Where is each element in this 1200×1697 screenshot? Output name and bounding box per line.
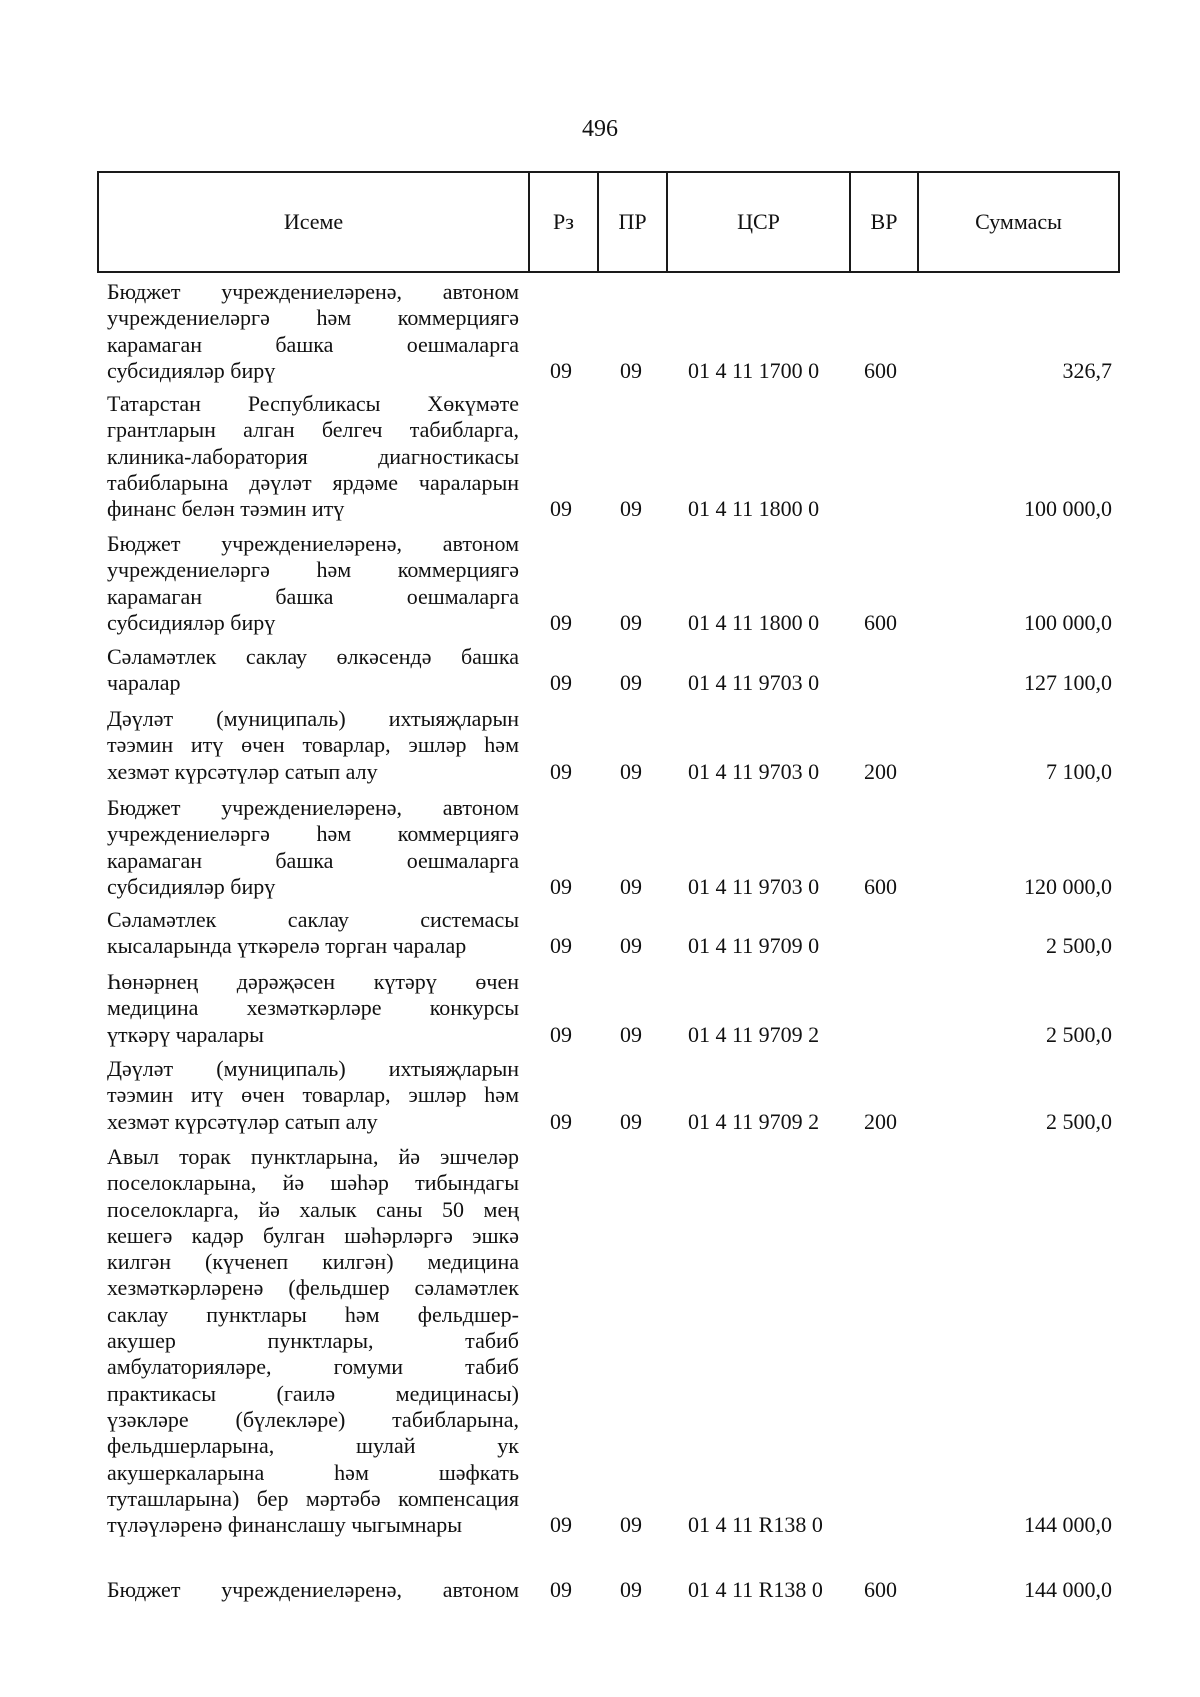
header-sum: Суммасы xyxy=(917,173,1118,271)
row-csr: 01 4 11 9709 2 xyxy=(688,1108,820,1134)
row-name xyxy=(107,531,519,636)
row-name xyxy=(107,1577,519,1603)
row-name-line: финанс белән тәэмин итү xyxy=(107,496,345,522)
row-vr: 600 xyxy=(864,1577,897,1602)
row-name xyxy=(107,907,519,960)
row-rz: 09 xyxy=(550,758,572,784)
row-name-line: килгән (күченеп килгән) медицина xyxy=(107,1249,519,1275)
row-name-line: субсидияләр бирү xyxy=(107,873,276,899)
row-sum: 2 500,0 xyxy=(1046,1108,1112,1134)
row-name-line: учреждениеләргә һәм коммерциягә xyxy=(107,557,519,583)
row-name-line: амбулаторияләре, гомуми табиб xyxy=(107,1354,519,1380)
row-csr: 01 4 11 9709 0 xyxy=(688,933,820,959)
row-name-line: табибларына дәүләт ярдәме чараларын xyxy=(107,469,519,495)
row-pr: 09 xyxy=(620,1021,642,1047)
row-name-line: Бюджет учреждениеләренә, автоном xyxy=(107,1577,519,1602)
row-name-line: Сәламәтлек саклау системасы xyxy=(107,907,519,932)
row-pr: 09 xyxy=(620,758,642,784)
row-name-line: үзәкләре (бүлекләре) табибларына, xyxy=(107,1406,519,1432)
row-name-line: Авыл торак пунктларына, йә эшчеләр xyxy=(107,1144,519,1169)
row-name xyxy=(107,795,519,900)
row-sum: 2 500,0 xyxy=(1046,1021,1112,1047)
row-rz: 09 xyxy=(550,873,572,899)
row-csr: 01 4 11 R138 0 xyxy=(688,1512,823,1538)
row-name-line: Бюджет учреждениеләренә, автоном xyxy=(107,279,519,304)
row-name-line: Дәүләт (муниципаль) ихтыяҗларын xyxy=(107,706,519,731)
row-name-line: карамаган башка оешмаларга xyxy=(107,847,519,873)
row-name-line: тәэмин итү өчен товарлар, эшләр һәм xyxy=(107,1082,519,1108)
row-pr: 09 xyxy=(620,1108,642,1134)
row-name-line: клиника-лаборатория диагностикасы xyxy=(107,443,519,469)
row-name-line: учреждениеләргә һәм коммерциягә xyxy=(107,821,519,847)
row-name xyxy=(107,1056,519,1135)
row-name-line: поселокларына, йә шәһәр тибындагы xyxy=(107,1170,519,1196)
row-name-line: поселокларга, йә халык саны 50 мең xyxy=(107,1196,519,1222)
row-rz: 09 xyxy=(550,496,572,522)
row-sum: 2 500,0 xyxy=(1046,933,1112,959)
row-sum: 120 000,0 xyxy=(1024,873,1112,899)
row-pr: 09 xyxy=(620,670,642,696)
row-vr: 200 xyxy=(864,1108,897,1134)
row-csr: 01 4 11 1800 0 xyxy=(688,609,820,635)
row-rz: 09 xyxy=(550,933,572,959)
row-name-line: карамаган башка оешмаларга xyxy=(107,583,519,609)
row-name xyxy=(107,969,519,1048)
row-name-line: субсидияләр бирү xyxy=(107,609,276,635)
header-csr: ЦСР xyxy=(666,173,849,271)
row-vr: 600 xyxy=(864,873,897,899)
row-name-line: кысаларында үткәрелә торган чаралар xyxy=(107,933,467,959)
row-name-line: Татарстан Республикасы Хөкүмәте xyxy=(107,391,519,416)
row-rz: 09 xyxy=(550,670,572,696)
row-sum: 100 000,0 xyxy=(1024,496,1112,522)
row-name-line: хезмәт күрсәтүләр сатып алу xyxy=(107,758,378,784)
row-rz: 09 xyxy=(550,1108,572,1134)
row-name-line: учреждениеләргә һәм коммерциягә xyxy=(107,305,519,331)
row-name-line: түләүләренә финанслашу чыгымнары xyxy=(107,1512,463,1538)
row-name xyxy=(107,391,519,522)
row-name-line: хезмәткәрләренә (фельдшер сәламәтлек xyxy=(107,1275,519,1301)
row-csr: 01 4 11 9703 0 xyxy=(688,758,820,784)
row-name xyxy=(107,644,519,697)
header-name: Исеме xyxy=(283,209,344,234)
row-sum: 144 000,0 xyxy=(1024,1512,1112,1538)
row-name-line: медицина хезмәткәрләре конкурсы xyxy=(107,995,519,1021)
row-name-line: акушеркаларына һәм шәфкать xyxy=(107,1459,519,1485)
header-vr: ВР xyxy=(849,173,917,271)
row-name-line: Сәламәтлек саклау өлкәсендә башка xyxy=(107,644,519,669)
row-name-line: чаралар xyxy=(107,670,181,696)
row-vr: 200 xyxy=(864,758,897,784)
row-name-line: хезмәт күрсәтүләр сатып алу xyxy=(107,1108,378,1134)
row-name-line: Бюджет учреждениеләренә, автоном xyxy=(107,531,519,556)
row-name-line: субсидияләр бирү xyxy=(107,357,276,383)
row-name-line: фельдшерларына, шулай ук xyxy=(107,1433,519,1459)
row-name-line: карамаган башка оешмаларга xyxy=(107,331,519,357)
row-name-line: Бюджет учреждениеләренә, автоном xyxy=(107,795,519,820)
row-name-line: туташларына) бер мәртәбә компенсация xyxy=(107,1485,519,1511)
row-sum: 127 100,0 xyxy=(1024,670,1112,696)
row-rz: 09 xyxy=(550,1512,572,1538)
row-csr: 01 4 11 R138 0 xyxy=(688,1577,823,1602)
row-pr: 09 xyxy=(620,496,642,522)
row-rz: 09 xyxy=(550,1021,572,1047)
row-name-line: үткәрү чаралары xyxy=(107,1021,264,1047)
row-name-line: Һөнәрнең дәрәҗәсен күтәрү өчен xyxy=(107,969,519,994)
row-name xyxy=(107,706,519,785)
row-pr: 09 xyxy=(620,357,642,383)
row-rz: 09 xyxy=(550,1577,572,1602)
row-name-line: грантларын алган белгеч табибларга, xyxy=(107,417,519,443)
row-rz: 09 xyxy=(550,357,572,383)
row-sum: 7 100,0 xyxy=(1046,758,1112,784)
row-csr: 01 4 11 9703 0 xyxy=(688,670,820,696)
row-name xyxy=(107,1144,519,1538)
row-rz: 09 xyxy=(550,609,572,635)
row-sum: 100 000,0 xyxy=(1024,609,1112,635)
row-csr: 01 4 11 9709 2 xyxy=(688,1021,820,1047)
row-pr: 09 xyxy=(620,933,642,959)
header-rz: Рз xyxy=(528,173,597,271)
row-pr: 09 xyxy=(620,1512,642,1538)
row-name-line: кешегә кадәр булган шәһәрләргә эшкә xyxy=(107,1222,519,1248)
row-vr: 600 xyxy=(864,609,897,635)
row-name-line: тәэмин итү өчен товарлар, эшләр һәм xyxy=(107,732,519,758)
row-pr: 09 xyxy=(620,873,642,899)
row-sum: 144 000,0 xyxy=(1024,1577,1112,1602)
row-pr: 09 xyxy=(620,609,642,635)
page-number: 496 xyxy=(582,116,618,142)
row-name xyxy=(107,279,519,384)
row-csr: 01 4 11 1700 0 xyxy=(688,357,820,383)
row-name-line: саклау пунктлары һәм фельдшер- xyxy=(107,1301,519,1327)
row-vr: 600 xyxy=(864,357,897,383)
row-pr: 09 xyxy=(620,1577,642,1602)
row-csr: 01 4 11 9703 0 xyxy=(688,873,820,899)
header-pr: ПР xyxy=(597,173,666,271)
row-name-line: акушер пунктлары, табиб xyxy=(107,1328,519,1354)
row-name-line: Дәүләт (муниципаль) ихтыяҗларын xyxy=(107,1056,519,1081)
row-csr: 01 4 11 1800 0 xyxy=(688,496,820,522)
table-header xyxy=(97,171,1120,273)
row-sum: 326,7 xyxy=(1062,357,1112,383)
row-name-line: практикасы (гаилә медицинасы) xyxy=(107,1380,519,1406)
